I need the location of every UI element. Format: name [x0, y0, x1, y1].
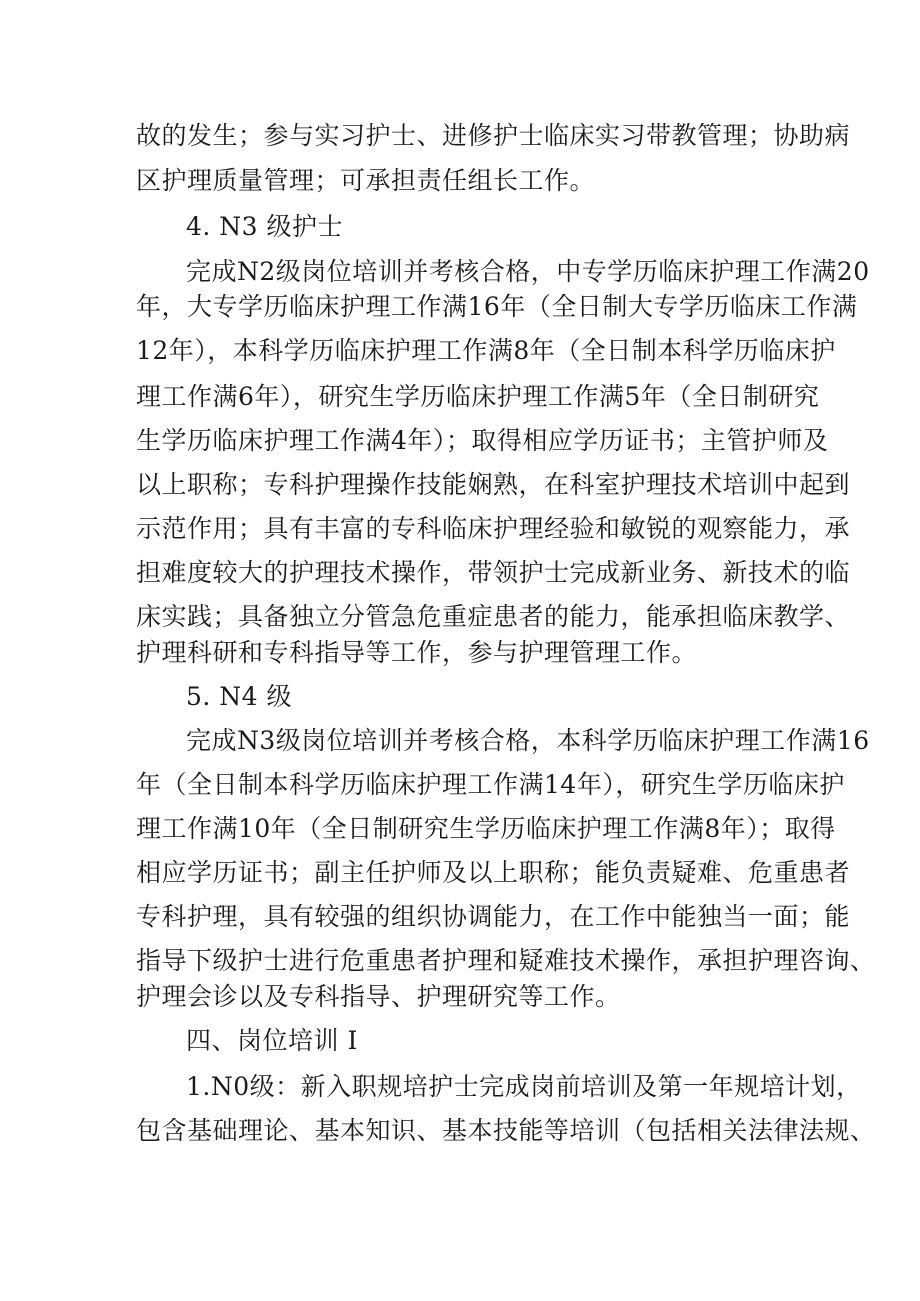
- text-line: 完成N3级岗位培训并考核合格，本科学历临床护理工作满16: [186, 726, 870, 755]
- text-line: 护理科研和专科指导等工作，参与护理管理工作。: [136, 638, 698, 667]
- section-heading-training: 四、岗位培训 I: [186, 1026, 358, 1055]
- text-line: 1.N0级：新入职规培护士完成岗前培训及第一年规培计划，: [186, 1072, 862, 1101]
- text-line: 专科护理，具有较强的组织协调能力，在工作中能独当一面；能: [136, 902, 851, 931]
- section-heading-n3: 4. N3 级护士: [186, 212, 344, 241]
- text-line: 以上职称；专科护理操作技能娴熟，在科室护理技术培训中起到: [136, 470, 851, 499]
- text-line: 指导下级护士进行危重患者护理和疑难技术操作，承担护理咨询、: [136, 946, 876, 975]
- text-line: 担难度较大的护理技术操作，带领护士完成新业务、新技术的临: [136, 558, 851, 587]
- text-line: 生学历临床护理工作满4年）；取得相应学历证书；主管护师及: [136, 426, 829, 455]
- text-line: 完成N2级岗位培训并考核合格，中专学历临床护理工作满20: [186, 257, 870, 286]
- text-line: 理工作满10年（全日制研究生学历临床护理工作满8年）；取得: [136, 814, 836, 843]
- text-line: 示范作用；具有丰富的专科临床护理经验和敏锐的观察能力，承: [136, 514, 851, 543]
- text-line: 故的发生；参与实习护士、进修护士临床实习带教管理；协助病: [136, 121, 851, 150]
- text-line: 12年），本科学历临床护理工作满8年（全日制本科学历临床护: [136, 336, 836, 365]
- section-heading-n4: 5. N4 级: [186, 682, 293, 711]
- text-line: 理工作满6年），研究生学历临床护理工作满5年（全日制研究: [136, 382, 820, 411]
- text-line: 包含基础理论、基本知识、基本技能等培训（包括相关法律法规、: [136, 1116, 876, 1145]
- text-line: 年（全日制本科学历临床护理工作满14年），研究生学历临床护: [136, 770, 845, 799]
- text-line: 年，大专学历临床护理工作满16年（全日制大专学历临床工作满: [136, 292, 858, 321]
- text-line: 区护理质量管理；可承担责任组长工作。: [136, 166, 596, 195]
- text-line: 护理会诊以及专科指导、护理研究等工作。: [136, 982, 621, 1011]
- text-line: 床实践；具备独立分管急危重症患者的能力，能承担临床教学、: [136, 602, 851, 631]
- text-line: 相应学历证书；副主任护师及以上职称；能负责疑难、危重患者: [136, 858, 851, 887]
